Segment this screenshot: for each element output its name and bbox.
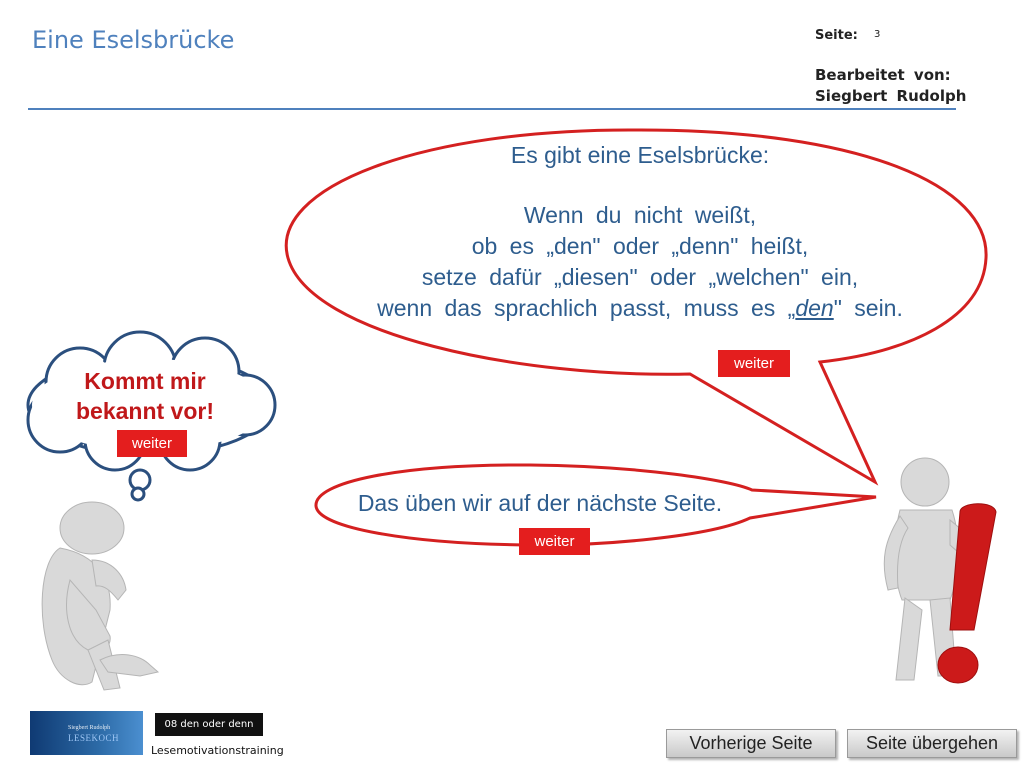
thought-text	[40, 366, 250, 426]
thinking-figure	[42, 502, 158, 690]
skip-page-button[interactable]: Seite übergehen	[847, 729, 1017, 758]
logo-author: Siegbert Rudolph	[68, 725, 111, 731]
speech-line-1: Wenn du nicht weißt,	[523, 202, 757, 228]
page-label: Seite:	[815, 28, 858, 43]
speech-line-3: setze dafür „diesen" oder „welchen" ein,	[421, 264, 859, 290]
speech-line-2: ob es „den" oder „denn" heißt,	[471, 233, 809, 259]
edited-by-name: Siegbert Rudolph	[815, 87, 967, 105]
thought-line-2: bekannt vor!	[75, 398, 215, 424]
previous-page-button[interactable]: Vorherige Seite	[666, 729, 836, 758]
bottom-bubble-text: Das üben wir auf der nächste Seite.	[357, 490, 723, 516]
page-title: Eine Eselsbrücke	[32, 26, 235, 54]
logo-brand: LESEKOCH	[68, 733, 119, 743]
speech-line-4-post: " sein.	[833, 295, 903, 321]
thought-weiter-button[interactable]: weiter	[117, 430, 187, 457]
speech-weiter-button[interactable]: weiter	[718, 350, 790, 377]
thought-line-1: Kommt mir	[84, 368, 206, 394]
edited-by-label: Bearbeitet von:	[815, 66, 951, 84]
footer-label: Lesemotivationstraining	[151, 744, 284, 757]
lesson-badge: 08 den oder denn	[155, 713, 263, 736]
page-number: 3	[874, 29, 881, 40]
speech-heading: Es gibt eine Eselsbrücke:	[510, 142, 770, 168]
speech-line-4-pre: wenn das sprachlich passt, muss es „	[377, 295, 796, 321]
speech-line-4-emphasis: den	[795, 295, 834, 321]
speech-line-4	[300, 295, 980, 322]
bottom-weiter-button[interactable]: weiter	[519, 528, 590, 555]
